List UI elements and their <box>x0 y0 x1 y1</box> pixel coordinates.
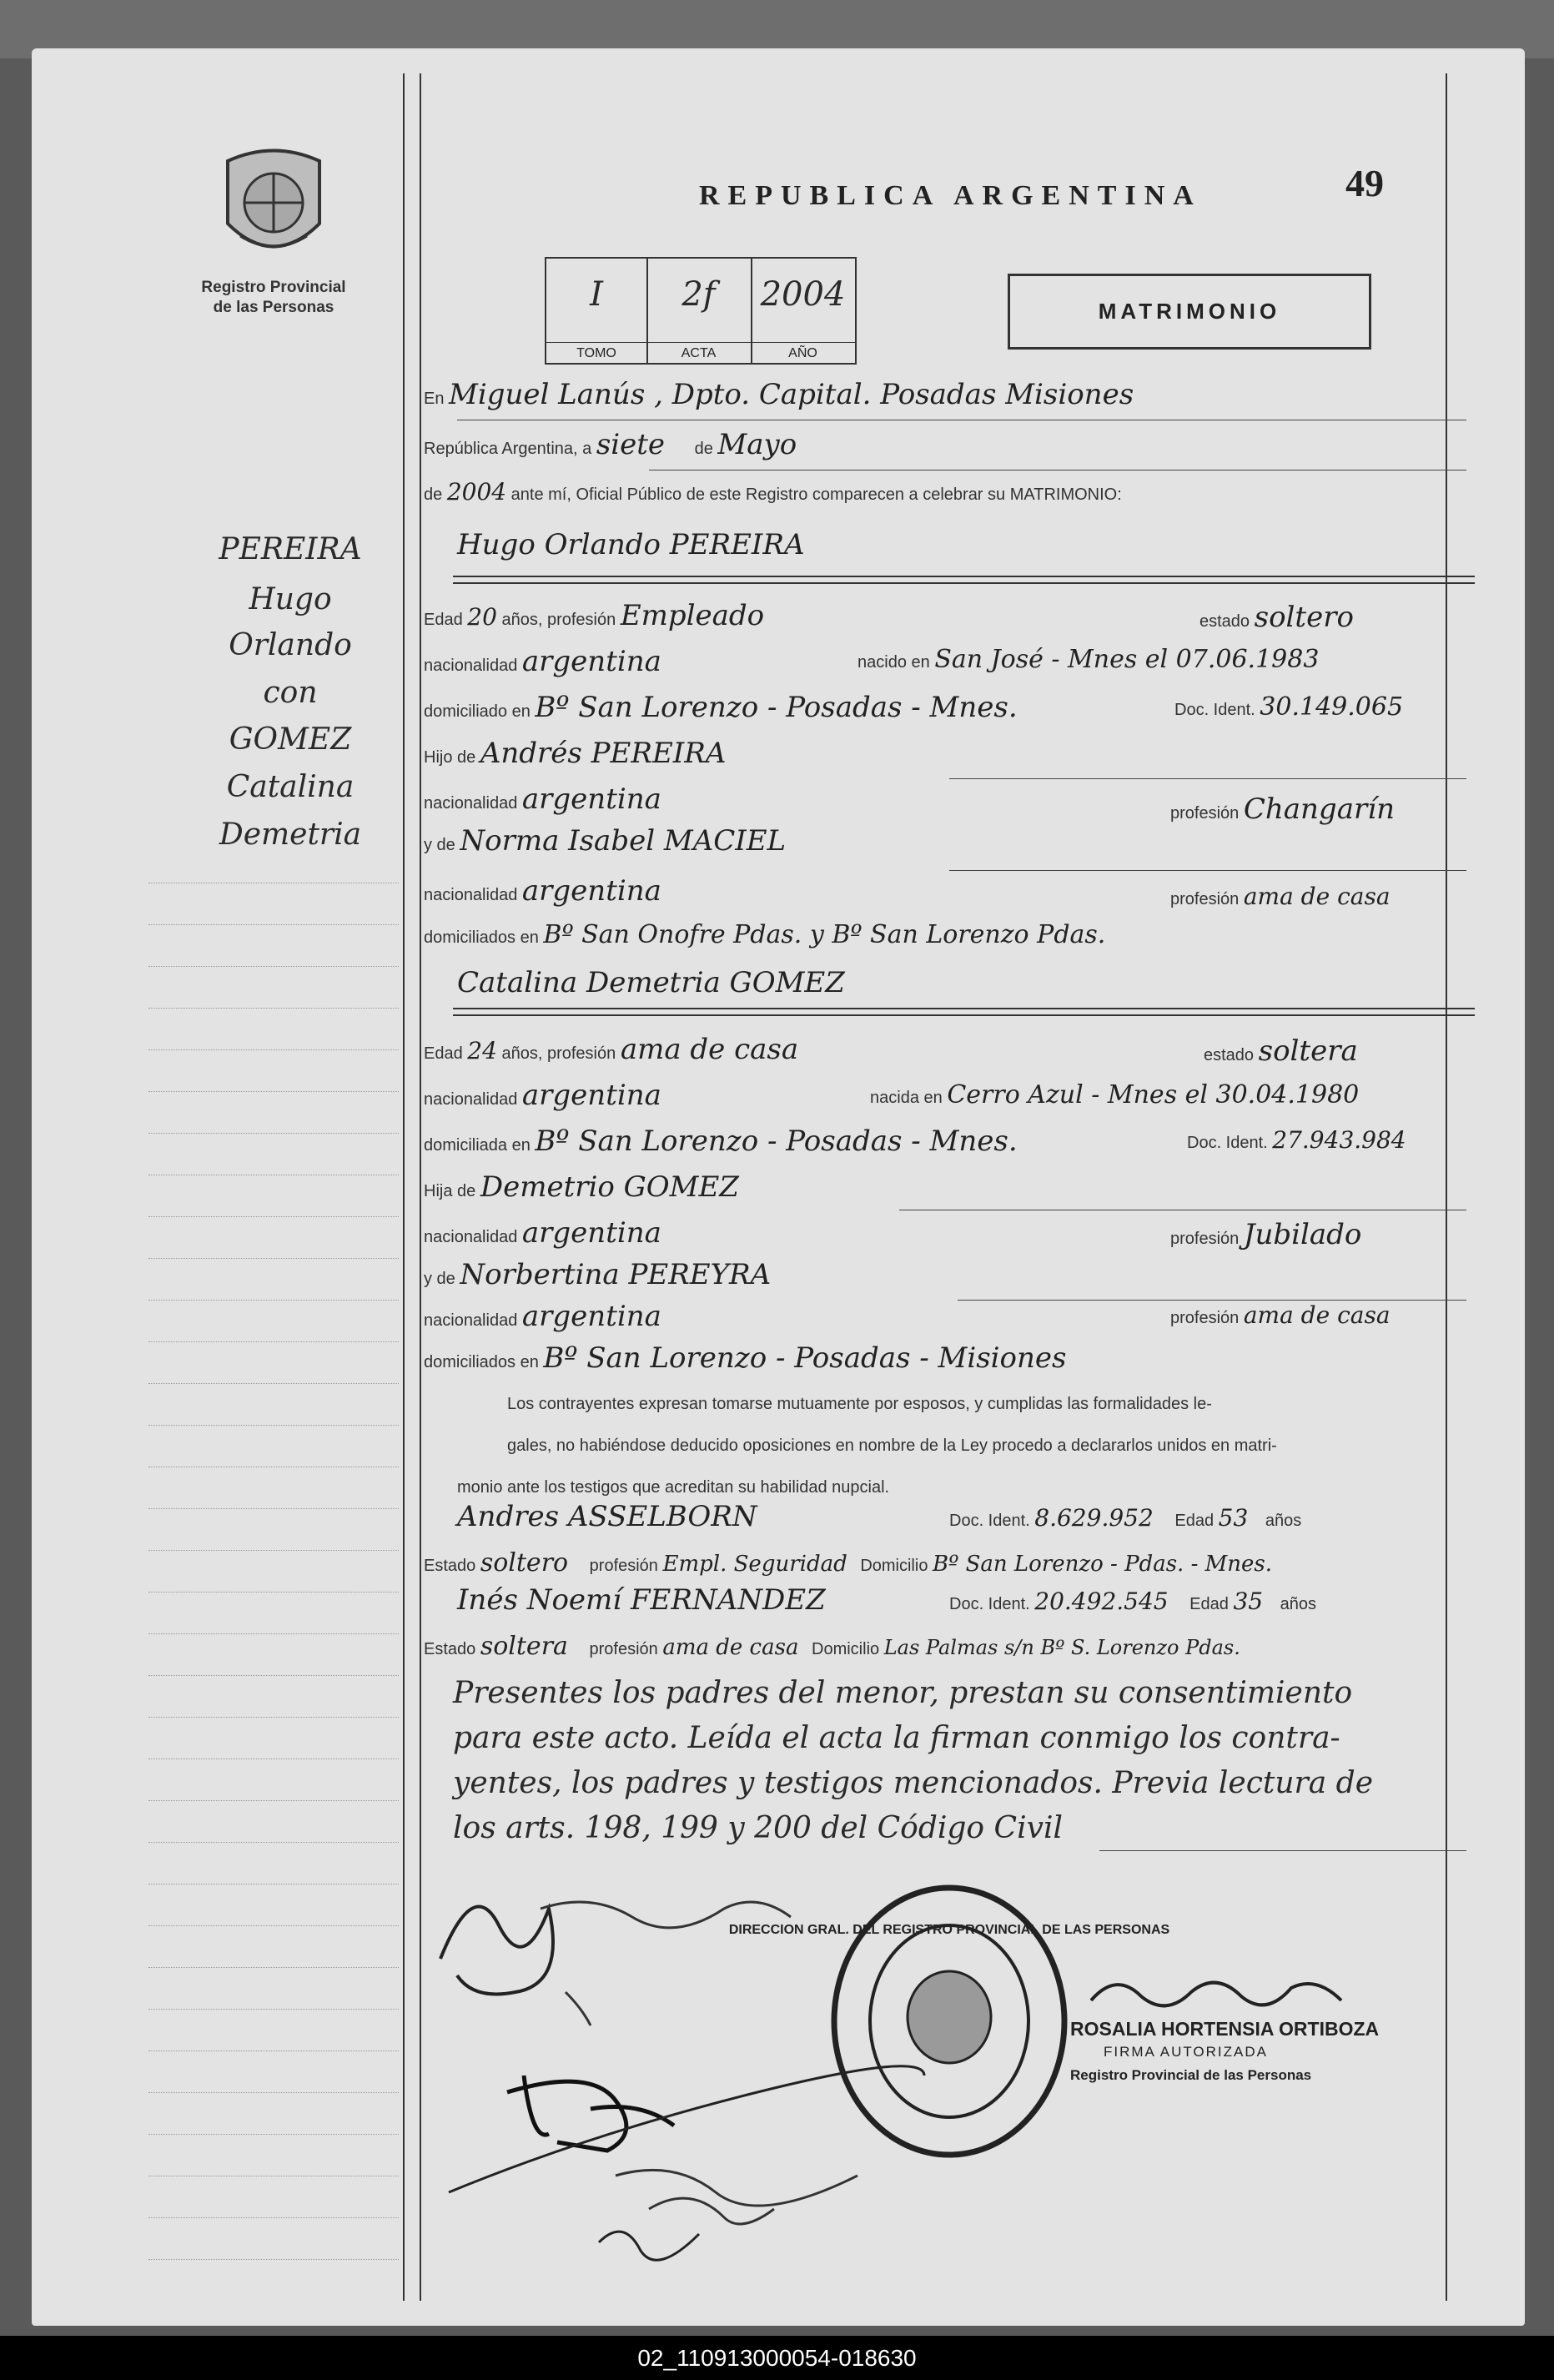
groom-name-rule <box>453 576 1475 577</box>
bride-mother-row <box>424 1258 771 1291</box>
country-title: REPUBLICA ARGENTINA <box>699 180 1202 211</box>
stamp-inner-text: DIRECCION GRAL. DEL REGISTRO PROVINCIAL DE LAS PERSONAS <box>728 1923 1170 1937</box>
witness1-doc-row <box>949 1504 1301 1532</box>
bride-doc-label: Doc. Ident. <box>1187 1134 1268 1152</box>
bride-nacionalidad: argentina <box>521 1079 661 1112</box>
registry-name-line1: Registro Provincial <box>201 279 346 296</box>
bride-father-row <box>424 1170 739 1204</box>
witness1-doc-label: Doc. Ident. <box>949 1512 1030 1530</box>
groom-nacido: San José - Mnes el 07.06.1983 <box>934 645 1320 674</box>
groom-domicilio-label: domiciliado en <box>424 702 531 721</box>
bride-profesion-label: años, profesión <box>501 1044 616 1063</box>
groom-estado: soltero <box>1254 601 1354 634</box>
ano-label: AÑO <box>751 342 855 361</box>
margin-rule-line <box>148 1133 399 1134</box>
bride-edad: 24 <box>467 1037 497 1064</box>
note-line-4: los arts. 198, 199 y 200 del Código Civil <box>453 1811 1063 1845</box>
bride-mother-underline <box>958 1300 1466 1301</box>
republica-label: República Argentina, a <box>424 440 592 458</box>
margin-rule-line <box>148 2092 399 2093</box>
groom-hijo-label: Hijo de <box>424 748 476 767</box>
witness1-anos-label: años <box>1265 1512 1302 1530</box>
groom-edad: 20 <box>467 603 497 631</box>
margin-rule-line <box>148 966 399 967</box>
witness1-estado-row <box>424 1548 1272 1577</box>
margin-rule-line <box>148 1592 399 1593</box>
witness2-name: Inés Noemí FERNANDEZ <box>457 1583 826 1617</box>
bride-father-nac-row <box>424 1216 661 1250</box>
register-page <box>32 48 1525 2326</box>
acta-cell <box>646 259 752 363</box>
bride-nac-row <box>424 1079 661 1112</box>
witness1-doc: 8.629.952 <box>1034 1504 1154 1532</box>
witness2-anos-label: años <box>1280 1595 1317 1613</box>
groom-mother-underline <box>949 870 1466 871</box>
tomo-label: TOMO <box>546 342 646 361</box>
groom-father-prof: Changarín <box>1243 792 1395 826</box>
bride-nacida-row <box>870 1080 1359 1109</box>
margin-rule-line <box>148 1550 399 1551</box>
groom-father-row <box>424 737 726 770</box>
witness1-domicilio-label: Domicilio <box>860 1557 928 1575</box>
bride-father-prof-label: profesión <box>1170 1230 1240 1248</box>
groom-father-underline <box>949 778 1466 779</box>
witness2-profesion: ama de casa <box>662 1635 799 1660</box>
margin-divider <box>403 73 405 2301</box>
bride-name-row <box>457 966 845 999</box>
notes-end-line <box>1099 1850 1466 1851</box>
margin-rule-line <box>148 1049 399 1050</box>
date-row <box>424 428 797 461</box>
year-value: 2004 <box>446 478 507 506</box>
margin-rule-line <box>148 1800 399 1801</box>
groom-nacionalidad-label: nacionalidad <box>424 657 518 675</box>
bride-father: Demetrio GOMEZ <box>480 1170 739 1204</box>
witness1-edad-label: Edad <box>1174 1512 1215 1530</box>
act-type-box: MATRIMONIO <box>1008 274 1371 350</box>
margin-rule-line <box>148 1258 399 1259</box>
bride-nacionalidad-label: nacionalidad <box>424 1090 518 1109</box>
acta-value: 2f <box>681 275 716 314</box>
declaration-line2: gales, no habiéndose deducido oposiciones en nombre de la Ley procedo a declararlos unidos en matri- <box>507 1437 1277 1455</box>
bride-parents-dom-label: domiciliados en <box>424 1353 539 1371</box>
witness2-estado: soltera <box>480 1632 568 1661</box>
witness2-estado-row <box>424 1632 1240 1661</box>
margin-rule-line <box>148 1091 399 1092</box>
witness1-estado-label: Estado <box>424 1557 476 1575</box>
groom-mother-nac-label: nacionalidad <box>424 886 518 904</box>
official-block <box>1070 2017 1379 2087</box>
official-role: FIRMA AUTORIZADA <box>1104 2044 1268 2060</box>
ano-cell <box>751 259 855 363</box>
witness2-domicilio: Las Palmas s/n Bº S. Lorenzo Pdas. <box>883 1636 1240 1659</box>
groom-dom-row <box>424 691 1018 724</box>
witness2-profesion-label: profesión <box>589 1640 658 1658</box>
bride-father-nac-label: nacionalidad <box>424 1228 518 1246</box>
margin-rule-line <box>148 1425 399 1426</box>
bride-mother-nac-row <box>424 1300 661 1333</box>
tomo-cell <box>546 259 648 363</box>
right-border <box>1446 73 1447 2301</box>
bride-mother-nac: argentina <box>521 1300 661 1333</box>
witness2-name-row <box>457 1583 826 1617</box>
groom-father: Andrés PEREIRA <box>480 737 727 770</box>
bride-parents-dom: Bº San Lorenzo - Posadas - Misiones <box>543 1341 1067 1375</box>
de-year-label: de <box>424 486 443 504</box>
groom-doc-row <box>1174 692 1403 722</box>
provincial-seal-icon <box>219 144 328 269</box>
note-line-3: yentes, los padres y testigos mencionados. Previa lectura de <box>453 1766 1373 1800</box>
groom-y-de-label: y de <box>424 836 455 854</box>
reference-box <box>545 257 857 365</box>
margin-rule-line <box>148 1717 399 1718</box>
acta-label: ACTA <box>646 342 751 361</box>
margin-rule-line <box>148 1383 399 1384</box>
bride-parents-dom-row <box>424 1341 1067 1375</box>
groom-parents-dom: Bº San Onofre Pdas. y Bº San Lorenzo Pdas. <box>543 920 1106 949</box>
groom-estado-label: estado <box>1199 612 1250 631</box>
bride-age-row <box>424 1033 798 1066</box>
groom-mother: Norma Isabel MACIEL <box>460 824 787 858</box>
bride-mother: Norbertina PEREYRA <box>460 1258 772 1291</box>
declaration-text <box>457 1383 1458 1508</box>
page-number: 49 <box>1345 162 1384 204</box>
groom-mother-nac: argentina <box>521 874 661 908</box>
bride-name: Catalina Demetria GOMEZ <box>457 966 845 999</box>
registry-name-line2: de las Personas <box>213 299 334 316</box>
margin-name-hugo: Hugo <box>249 582 332 616</box>
groom-father-nac-row <box>424 782 661 816</box>
bride-name-rule-2 <box>453 1014 1475 1016</box>
bride-nacida: Cerro Azul - Mnes el 30.04.1980 <box>947 1080 1360 1109</box>
groom-nacido-row <box>857 645 1319 674</box>
groom-profesion-label: años, profesión <box>501 611 616 629</box>
margin-rule-line <box>148 1300 399 1301</box>
groom-nacido-label: nacido en <box>857 653 930 672</box>
groom-nacionalidad: argentina <box>521 645 661 678</box>
declaration-line1: Los contrayentes expresan tomarse mutuamente por esposos, y cumplidas las formalidades le- <box>507 1395 1212 1413</box>
bride-estado-row <box>1204 1034 1358 1068</box>
groom-father-nac: argentina <box>521 782 661 816</box>
margin-rule-line <box>148 2134 399 2135</box>
groom-estado-row <box>1199 601 1354 634</box>
margin-rule-line <box>148 1216 399 1217</box>
bride-doc: 27.943.984 <box>1272 1126 1406 1154</box>
groom-mother-prof: ama de casa <box>1243 883 1391 910</box>
en-label: En <box>424 390 445 408</box>
groom-father-prof-label: profesión <box>1170 804 1240 823</box>
bride-domicilio-label: domiciliada en <box>424 1136 531 1155</box>
margin-rule-line <box>148 1008 399 1009</box>
groom-edad-label: Edad <box>424 611 463 629</box>
margin-rule-line <box>148 924 399 925</box>
margin-rule-line <box>148 1341 399 1342</box>
de-label: de <box>694 440 713 458</box>
bride-profesion: ama de casa <box>620 1033 799 1066</box>
margin-rule-line <box>148 1633 399 1634</box>
registry-stamp-icon <box>728 1884 1170 2159</box>
bride-nacida-label: nacida en <box>870 1089 943 1107</box>
groom-age-row <box>424 599 764 632</box>
witness2-doc: 20.492.545 <box>1034 1588 1169 1615</box>
registry-label <box>178 278 370 318</box>
tomo-value: I <box>590 275 603 314</box>
declaration-line3: monio ante los testigos que acreditan su habilidad nupcial. <box>457 1478 890 1497</box>
bride-name-rule <box>453 1008 1475 1009</box>
groom-name: Hugo Orlando PEREIRA <box>457 528 805 561</box>
groom-parents-dom-row <box>424 920 1105 949</box>
groom-mother-row <box>424 824 786 858</box>
margin-rule-line <box>148 2259 399 2260</box>
groom-name-row <box>457 528 805 561</box>
groom-father-nac-label: nacionalidad <box>424 794 518 813</box>
bride-mother-prof-label: profesión <box>1170 1309 1240 1327</box>
bride-hija-label: Hija de <box>424 1182 476 1200</box>
margin-rule-line <box>148 2217 399 2218</box>
place-row <box>424 378 1134 411</box>
witness2-domicilio-label: Domicilio <box>812 1640 880 1658</box>
bride-dom-row <box>424 1125 1018 1158</box>
margin-rule-line <box>148 1925 399 1926</box>
bride-estado-label: estado <box>1204 1046 1255 1064</box>
witness2-edad: 35 <box>1233 1588 1264 1615</box>
margin-rule-line <box>148 2009 399 2010</box>
witness1-estado: soltero <box>480 1548 569 1577</box>
bride-doc-row <box>1187 1126 1406 1154</box>
margin-rule-line <box>148 1967 399 1968</box>
groom-mother-nac-row <box>424 874 661 908</box>
bride-mother-nac-label: nacionalidad <box>424 1311 518 1330</box>
image-caption: 02_110913000054-018630 <box>0 2336 1554 2380</box>
witness2-doc-label: Doc. Ident. <box>949 1595 1030 1613</box>
month-value: Mayo <box>717 428 797 461</box>
witness1-profesion-label: profesión <box>589 1557 658 1575</box>
groom-father-prof-row <box>1170 792 1395 826</box>
margin-surname-groom: PEREIRA <box>219 532 362 566</box>
handwritten-notes <box>453 1671 1471 1851</box>
witness1-domicilio: Bº San Lorenzo - Pdas. - Mnes. <box>933 1552 1272 1577</box>
witness2-estado-label: Estado <box>424 1640 476 1658</box>
bride-estado: soltera <box>1258 1034 1358 1068</box>
groom-name-rule-2 <box>453 582 1475 584</box>
margin-column <box>32 48 403 2326</box>
bride-mother-prof: ama de casa <box>1243 1301 1391 1329</box>
bride-edad-label: Edad <box>424 1044 463 1063</box>
margin-rule-line <box>148 1842 399 1843</box>
margin-surname-bride: GOMEZ <box>229 722 352 757</box>
groom-mother-prof-label: profesión <box>1170 890 1240 908</box>
groom-doc-label: Doc. Ident. <box>1174 701 1255 719</box>
ano-value: 2004 <box>760 275 846 314</box>
groom-profesion: Empleado <box>620 599 765 632</box>
groom-doc: 30.149.065 <box>1260 692 1404 722</box>
margin-rule-line <box>148 1508 399 1509</box>
official-office: Registro Provincial de las Personas <box>1070 2067 1312 2083</box>
note-line-2: para este acto. Leída el acta la firman conmigo los contra- <box>453 1721 1340 1755</box>
witness1-profesion: Empl. Seguridad <box>662 1552 847 1577</box>
witness1-name: Andres ASSELBORN <box>457 1500 757 1533</box>
bride-father-nac: argentina <box>521 1216 661 1250</box>
margin-name-orlando: Orlando <box>229 628 352 662</box>
inner-divider <box>420 73 421 2301</box>
day-value: siete <box>596 428 666 461</box>
groom-parents-dom-label: domiciliados en <box>424 928 539 947</box>
margin-name-catalina: Catalina <box>226 770 355 804</box>
bride-father-prof: Jubilado <box>1243 1218 1362 1251</box>
note-line-1: Presentes los padres del menor, prestan su consentimiento <box>453 1676 1353 1710</box>
margin-con: con <box>263 676 318 710</box>
margin-name-demetria: Demetria <box>219 818 362 852</box>
bride-mother-prof-row <box>1170 1301 1391 1329</box>
bride-father-prof-row <box>1170 1218 1361 1251</box>
official-name: ROSALIA HORTENSIA ORTIBOZA <box>1070 2018 1380 2040</box>
bride-domicilio: Bº San Lorenzo - Posadas - Mnes. <box>535 1125 1018 1158</box>
witness1-edad: 53 <box>1218 1504 1249 1532</box>
bride-y-de-label: y de <box>424 1270 455 1288</box>
groom-mother-prof-row <box>1170 883 1391 910</box>
witness1-name-row <box>457 1500 757 1533</box>
groom-nac-row <box>424 645 661 678</box>
intro-text: ante mí, Oficial Público de este Registro comparecen a celebrar su MATRIMONIO: <box>510 486 1122 504</box>
margin-rule-line <box>148 1675 399 1676</box>
margin-rule-line <box>148 2050 399 2051</box>
witness2-doc-row <box>949 1588 1316 1615</box>
year-row <box>424 478 1122 506</box>
place-value: Miguel Lanús , Dpto. Capital. Posadas Misiones <box>449 378 1134 411</box>
witness2-edad-label: Edad <box>1189 1595 1229 1613</box>
groom-domicilio: Bº San Lorenzo - Posadas - Mnes. <box>535 691 1018 724</box>
